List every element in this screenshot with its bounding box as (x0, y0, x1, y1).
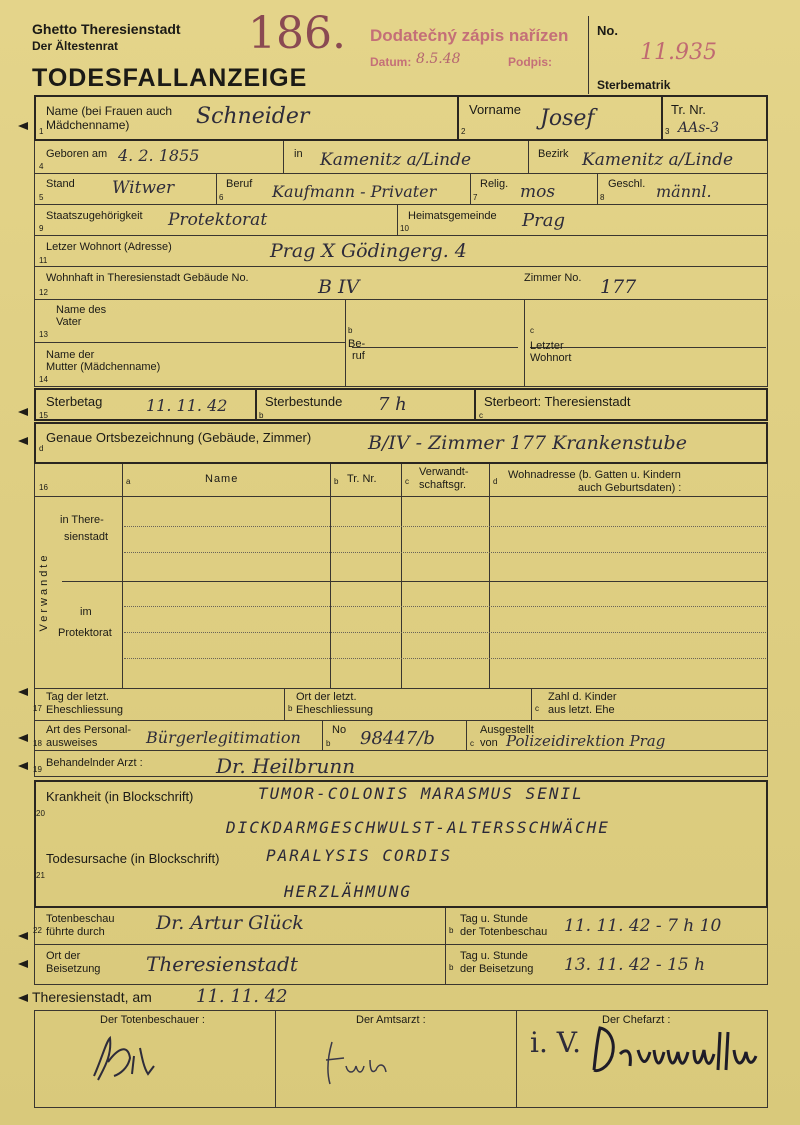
im-b: Protektorat (58, 627, 112, 639)
sterbematrik-label: Sterbematrik (597, 78, 671, 92)
margin-arrow-icon (18, 994, 28, 1002)
amtsarzt-label: Der Amtsarzt : (356, 1014, 426, 1026)
sterbeort-label: Sterbeort: Theresienstadt (484, 394, 631, 409)
arzt-label: Behandelnder Arzt : (46, 757, 143, 769)
col-name: Name (205, 473, 239, 485)
tag-beisetzung-label-b: der Beisetzung (460, 963, 534, 975)
chefarzt-label: Der Chefarzt : (602, 1014, 671, 1026)
orts-label: Genaue Ortsbezeichnung (Gebäude, Zimmer) (46, 430, 312, 445)
zimmer-value: 177 (600, 276, 637, 298)
in-there-b: sienstadt (64, 531, 109, 543)
ausweis-label-a: Art des Personal- (46, 724, 131, 736)
bezirk-label: Bezirk (538, 148, 569, 160)
trnr-label: Tr. Nr. (671, 102, 706, 117)
in-value: Kamenitz a/Linde (320, 150, 472, 170)
letzter-wohnort-label-b: Wohnort (530, 352, 572, 364)
ausweis-no-label: No (332, 724, 347, 736)
name-label: Name (bei Frauen auch Mädchenname) (46, 104, 173, 132)
arzt-value: Dr. Heilbrunn (216, 754, 356, 778)
ort-beisetzung-label-a: Ort der (46, 950, 81, 962)
chefarzt-sig-prefix: i. V. (530, 1026, 581, 1059)
no-label: No. (597, 23, 618, 38)
sterbetag-value: 11. 11. 42 (146, 396, 228, 415)
krankheit-value-2: DICKDARMGESCHWULST-ALTERSSCHWÄCHE (226, 818, 610, 837)
kinder-label-a: Zahl d. Kinder (548, 691, 617, 703)
ort-beisetzung-label-b: Beisetzung (46, 963, 101, 975)
mutter-label-b: Mutter (Mädchenname) (46, 361, 161, 373)
margin-arrow-icon (18, 437, 28, 445)
pencil-number: 186. (248, 8, 346, 59)
col-verw-a: Verwandt- (419, 466, 469, 478)
bezirk-value: Kamenitz a/Linde (582, 150, 734, 170)
stand-value: Witwer (112, 178, 175, 198)
form-title: TODESFALLANZEIGE (32, 64, 308, 92)
ausweis-label-b: ausweises (46, 737, 98, 749)
wohnort-value: Prag X Gödingerg. 4 (270, 240, 467, 262)
im-a: im (80, 606, 92, 618)
margin-arrow-icon (18, 960, 28, 968)
kinder-label-b: aus letzt. Ehe (548, 704, 615, 716)
beruf-value: Kaufmann - Privater (272, 182, 437, 201)
margin-arrow-icon (18, 122, 28, 130)
ursache-label: Todesursache (in Blockschrift) (46, 851, 220, 866)
heimat-value: Prag (522, 210, 565, 231)
letzter-wohnort-label-a: Letzter (530, 340, 564, 352)
header-divider (588, 16, 589, 94)
vater-label-a: Name des (56, 304, 107, 316)
krankheit-value-1: TUMOR-COLONIS MARASMUS SENIL (258, 784, 584, 803)
beruf-parent-label-a: Be- (348, 338, 366, 350)
col-verw-b: schaftsgr. (419, 479, 467, 491)
margin-arrow-icon (18, 762, 28, 770)
sterbestunde-value: 7 h (378, 394, 407, 415)
margin-arrow-icon (18, 932, 28, 940)
stamp-date-value: 8.5.48 (416, 51, 461, 67)
place-label: Theresienstadt, am (32, 989, 152, 1005)
org-subname: Der Ältestenrat (32, 39, 119, 53)
margin-arrow-icon (18, 688, 28, 696)
tag-ehe-label-a: Tag der letzt. (46, 691, 109, 703)
margin-arrow-icon (18, 408, 28, 416)
geboren-value: 4. 2. 1855 (118, 146, 200, 165)
orts-value: B/IV - Zimmer 177 Krankenstube (368, 432, 687, 454)
totenbeschauer-label: Der Totenbeschauer : (100, 1014, 205, 1026)
place-date-value: 11. 11. 42 (196, 986, 288, 1007)
beruf-parent-label-b: ruf (352, 350, 365, 362)
stamp-sign-label: Podpis: (508, 55, 552, 69)
chefarzt-signature (586, 1020, 764, 1084)
beschau-label-a: Totenbeschau (46, 913, 115, 925)
in-label: in (294, 148, 303, 160)
staats-label: Staatszugehörigkeit (46, 210, 143, 222)
geschl-value: männl. (656, 182, 712, 201)
beruf-label: Beruf (226, 178, 253, 190)
beschau-value: Dr. Artur Glück (156, 912, 304, 934)
heimat-label: Heimatsgemeinde (408, 210, 497, 222)
vorname-value: Josef (540, 106, 595, 131)
staats-value: Protektorat (168, 210, 268, 230)
stamp-title: Dodatečný zápis nařízen (370, 26, 569, 45)
vater-label-b: Vater (56, 316, 82, 328)
gebaeude-value: B IV (318, 276, 360, 298)
tag-beisetzung-value: 13. 11. 42 - 15 h (564, 955, 706, 975)
relig-label: Relig. (480, 178, 509, 190)
stand-label: Stand (46, 178, 75, 190)
tag-beschau-value: 11. 11. 42 - 7 h 10 (564, 916, 722, 936)
ausweis-no-value: 98447/b (360, 728, 435, 749)
ort-ehe-label-a: Ort der letzt. (296, 691, 357, 703)
sterbestunde-label: Sterbestunde (265, 394, 343, 409)
trnr-value: AAs-3 (678, 120, 720, 136)
tag-beschau-label-b: der Totenbeschau (460, 926, 548, 938)
vorname-label: Vorname (469, 102, 522, 117)
relig-value: mos (520, 182, 556, 202)
verwandte-side-label: Verwandte (38, 552, 50, 632)
gebaeude-label: Wohnhaft in Theresienstadt Gebäude No. (46, 272, 249, 284)
no-value: 11.935 (640, 40, 717, 65)
tag-beschau-label-a: Tag u. Stunde (460, 913, 528, 925)
zimmer-label: Zimmer No. (524, 272, 582, 284)
geboren-label: Geboren am (46, 148, 108, 160)
tag-beisetzung-label-a: Tag u. Stunde (460, 950, 528, 962)
col-wohn-b: auch Geburtsdaten) : (578, 482, 682, 494)
ursache-value-1: PARALYSIS CORDIS (266, 846, 453, 865)
ursache-value-2: HERZLÄHMUNG (284, 882, 412, 901)
in-there-a: in There- (60, 514, 104, 526)
sterbetag-label: Sterbetag (46, 394, 103, 409)
ausgestellt-label-a: Ausgestellt (480, 724, 534, 736)
beschau-label-b: führte durch (46, 926, 105, 938)
ausweis-value: Bürgerlegitimation (146, 728, 301, 747)
name-value: Schneider (196, 104, 310, 129)
ausgestellt-value: Polizeidirektion Prag (506, 732, 666, 750)
geschl-label: Geschl. (608, 178, 646, 190)
ausgestellt-label-b: von (480, 737, 498, 749)
org-name: Ghetto Theresienstadt (32, 21, 181, 37)
col-wohn-a: Wohnadresse (b. Gatten u. Kindern (508, 469, 681, 481)
stamp-date-label: Datum: (370, 55, 412, 69)
tag-ehe-label-b: Eheschliessung (46, 704, 124, 716)
margin-arrow-icon (18, 734, 28, 742)
amtsarzt-signature (318, 1030, 408, 1090)
mutter-label-a: Name der (46, 349, 95, 361)
col-trnr: Tr. Nr. (347, 473, 377, 485)
death-certificate-page: Ghetto Theresienstadt Der Ältestenrat TODESFALLANZEIGE 186. Dodatečný zápis nařízen Datum: 8.5.48 Podpis: No. 11.935 Sterbematrik Name (bei Frauen auch Mädchenname) Schneider Vorname Josef Tr. Nr. AAs-3 1 2 3 Geboren am 4. 2. 1855 in Kamenitz a/Linde Bezirk Kamenitz a/Linde 4 Stand Witwer Beruf Kaufmann - Privater Relig. mos Geschl. männl. 5 6 7 8 Staatszugehörigkeit Protektorat Heimatsgemeinde Prag 9 10 Letzer Wohnort (Adresse) Prag X Gödingerg. 4 11 Wohnhaft in Theresienstadt Gebäude No. B IV Zimmer No. 177 12 Name des Vater Be- ruf Letzter Wohnort Name der Mutter (Mädchenname) 13 14 b c Sterbetag 11. 11. 42 Sterbestunde 7 h Sterbeort: Theresienstadt 15 b c Genaue Ortsbezeichnung (Gebäude, Zimmer) B/IV - Zimmer 177 Krankenstube d 16 a b c d Name Tr. Nr. Verwandt- schaftsgr. Wohnadresse (b. Gatten u. Kindern auch Geburtsdaten) : Verwandte in There- sienstadt im Protektorat Tag der letzt. Eheschliessung Ort der letzt. Eheschliessung Zahl d. Kinder aus letzt. Ehe 17 b c Art des Personal- ausweises Bürgerlegitimation No 98447/b Ausgestellt von Polizeidirektion Prag 18 b c Behandelnder Arzt : Dr. Heilbrunn 19 Krankheit (in Blockschrift) TUMOR-COLONIS MARASMUS SENIL DICKDARMGESCHWULST-ALTERSSCHWÄCHE Todesursache (in Blockschrift) PARALYSIS CORDIS HERZLÄHMUNG 20 21 Totenbeschau führte durch Dr. Artur Glück Tag u. Stunde der Totenbeschau 11. 11. 42 - 7 h 10 Ort der Beisetzung Theresienstadt Tag u. Stunde der Beisetzung 13. 11. 42 - 15 h 22 b b Theresienstadt, am 11. 11. 42 Der Totenbeschauer : Der Amtsarzt : Der Chefarzt : i. V. (0, 0, 800, 1125)
totenbeschauer-signature (84, 1028, 174, 1088)
krankheit-label: Krankheit (in Blockschrift) (46, 789, 194, 804)
wohnort-label: Letzer Wohnort (Adresse) (46, 241, 172, 253)
ort-beisetzung-value: Theresienstadt (146, 952, 298, 976)
ort-ehe-label-b: Eheschliessung (296, 704, 374, 716)
